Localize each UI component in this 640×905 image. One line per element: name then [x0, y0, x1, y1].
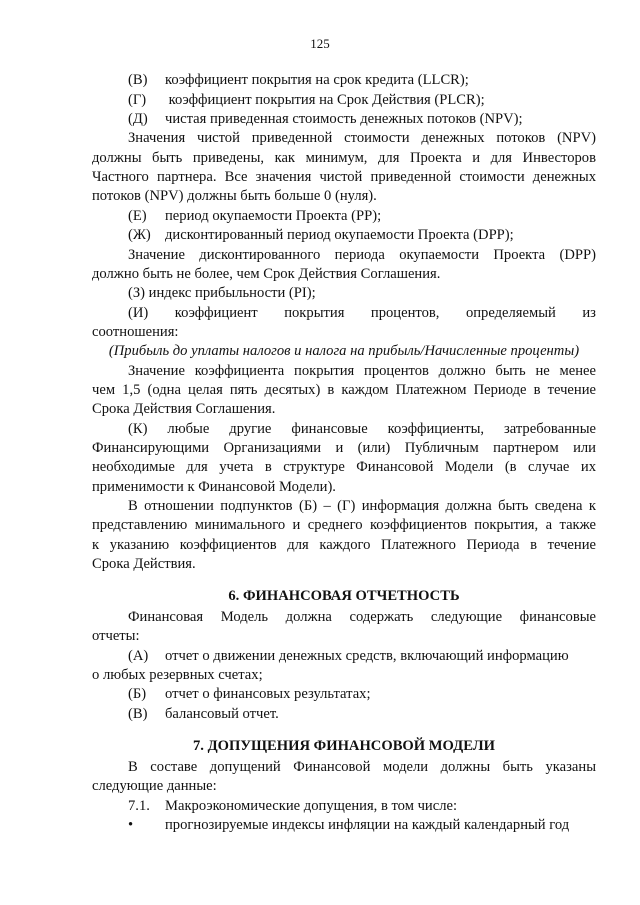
list-item — [92, 71, 596, 90]
word: процентов, — [370, 305, 440, 321]
paragraph-line: Финансирующими Организациями и (или) Публичным партнером или — [92, 440, 596, 456]
page-number: 125 — [310, 36, 330, 51]
list-item-text: чистая приведенная стоимость денежных потоков (NPV); — [165, 111, 523, 127]
list-marker: (Д) — [128, 111, 148, 127]
paragraph-line: Срока Действия Соглашения. — [92, 401, 276, 417]
list-item — [92, 705, 596, 724]
paragraph-line: В отношении подпунктов (Б) – (Г) информация должна быть сведена к — [128, 498, 596, 514]
list-item — [92, 685, 596, 704]
paragraph-line: необходимые для учета в структуре Финансовой Модели (в случае их — [92, 459, 596, 475]
paragraph-line: следующие данные: — [92, 778, 217, 794]
list-item-text: балансовый отчет. — [165, 706, 279, 722]
word: коэффициент — [174, 305, 258, 321]
word: покрытия — [284, 305, 345, 321]
list-marker: (В) — [128, 72, 148, 88]
list-item-text: период окупаемости Проекта (PP); — [165, 208, 382, 224]
list-item — [92, 207, 596, 226]
paragraph-line: о любых резервных счетах; — [92, 667, 263, 683]
list-marker: (Г) — [128, 92, 147, 108]
paragraph-line: В составе допущений Финансовой модели должны быть указаны — [128, 759, 596, 775]
paragraph-line: Значение коэффициента покрытия процентов должно быть не менее — [128, 363, 596, 379]
list-item-text: дисконтированный период окупаемости Проекта (DPP); — [165, 227, 514, 243]
list-marker: (В) — [128, 706, 148, 722]
formula: (Прибыль до уплаты налогов и налога на прибыль/Начисленные проценты) — [108, 343, 580, 359]
paragraph-line: (К) любые другие финансовые коэффициенты, затребованные — [128, 421, 596, 437]
paragraph-line: Частного партнера. Все значения чистой приведенной стоимости денежных — [92, 169, 596, 185]
list-marker: 7.1. — [128, 798, 150, 814]
paragraph-line: отчеты: — [92, 628, 140, 644]
paragraph-line: должны быть приведены, как минимум, для Проекта и для Инвесторов — [92, 150, 596, 166]
list-item — [92, 797, 596, 816]
paragraph-line: Срока Действия. — [92, 556, 196, 572]
paragraph-line: потоков (NPV) должны быть больше 0 (нуля). — [92, 188, 377, 204]
list-marker: (Б) — [128, 686, 147, 702]
list-item-text: коэффициент покрытия на срок кредита (LLCR); — [165, 72, 469, 88]
list-item-text: отчет о финансовых результатах; — [165, 686, 371, 702]
paragraph-line: должно быть не более, чем Срок Действия Соглашения. — [92, 266, 441, 282]
paragraph-line: к указанию коэффициентов для каждого Платежного Периода в течение — [92, 537, 596, 553]
list-item-text: коэффициент покрытия на Срок Действия (PLCR); — [165, 92, 485, 108]
list-marker: (И) — [128, 305, 149, 321]
list-item: (З) индекс прибыльности (PI); — [128, 285, 316, 301]
paragraph-line: Значение дисконтированного периода окупаемости Проекта (DPP) — [128, 247, 596, 263]
list-item — [92, 91, 596, 110]
bullet-item — [92, 816, 596, 835]
paragraph-line: чем 1,5 (одна целая пять десятых) в каждом Платежном Периоде в течение — [92, 382, 596, 398]
list-item-text: отчет о движении денежных средств, включающий информацию — [165, 648, 569, 664]
paragraph-line: Значения чистой приведенной стоимости денежных потоков (NPV) — [128, 130, 596, 146]
list-item — [92, 226, 596, 245]
list-item — [92, 647, 596, 666]
list-item-text: Макроэкономические допущения, в том числе: — [165, 798, 458, 814]
section-heading: 6. ФИНАНСОВАЯ ОТЧЕТНОСТЬ — [228, 588, 460, 604]
list-marker: (А) — [128, 648, 149, 664]
bullet-icon: • — [128, 817, 134, 833]
list-item-text: прогнозируемые индексы инфляции на каждый календарный год — [165, 817, 570, 833]
word: из — [582, 305, 596, 321]
paragraph-line: представлению минимального и среднего коэффициентов покрытия, а также — [92, 517, 596, 533]
list-marker: (Ж) — [128, 227, 151, 243]
list-item — [92, 304, 596, 323]
list-item — [92, 110, 596, 129]
paragraph-line: Финансовая Модель должна содержать следующие финансовые — [128, 609, 596, 625]
list-marker: (Е) — [128, 208, 147, 224]
word: определяемый — [465, 305, 556, 321]
paragraph-line: соотношения: — [92, 324, 179, 340]
paragraph-line: применимости к Финансовой Модели). — [92, 479, 336, 495]
section-heading: 7. ДОПУЩЕНИЯ ФИНАНСОВОЙ МОДЕЛИ — [192, 738, 495, 754]
